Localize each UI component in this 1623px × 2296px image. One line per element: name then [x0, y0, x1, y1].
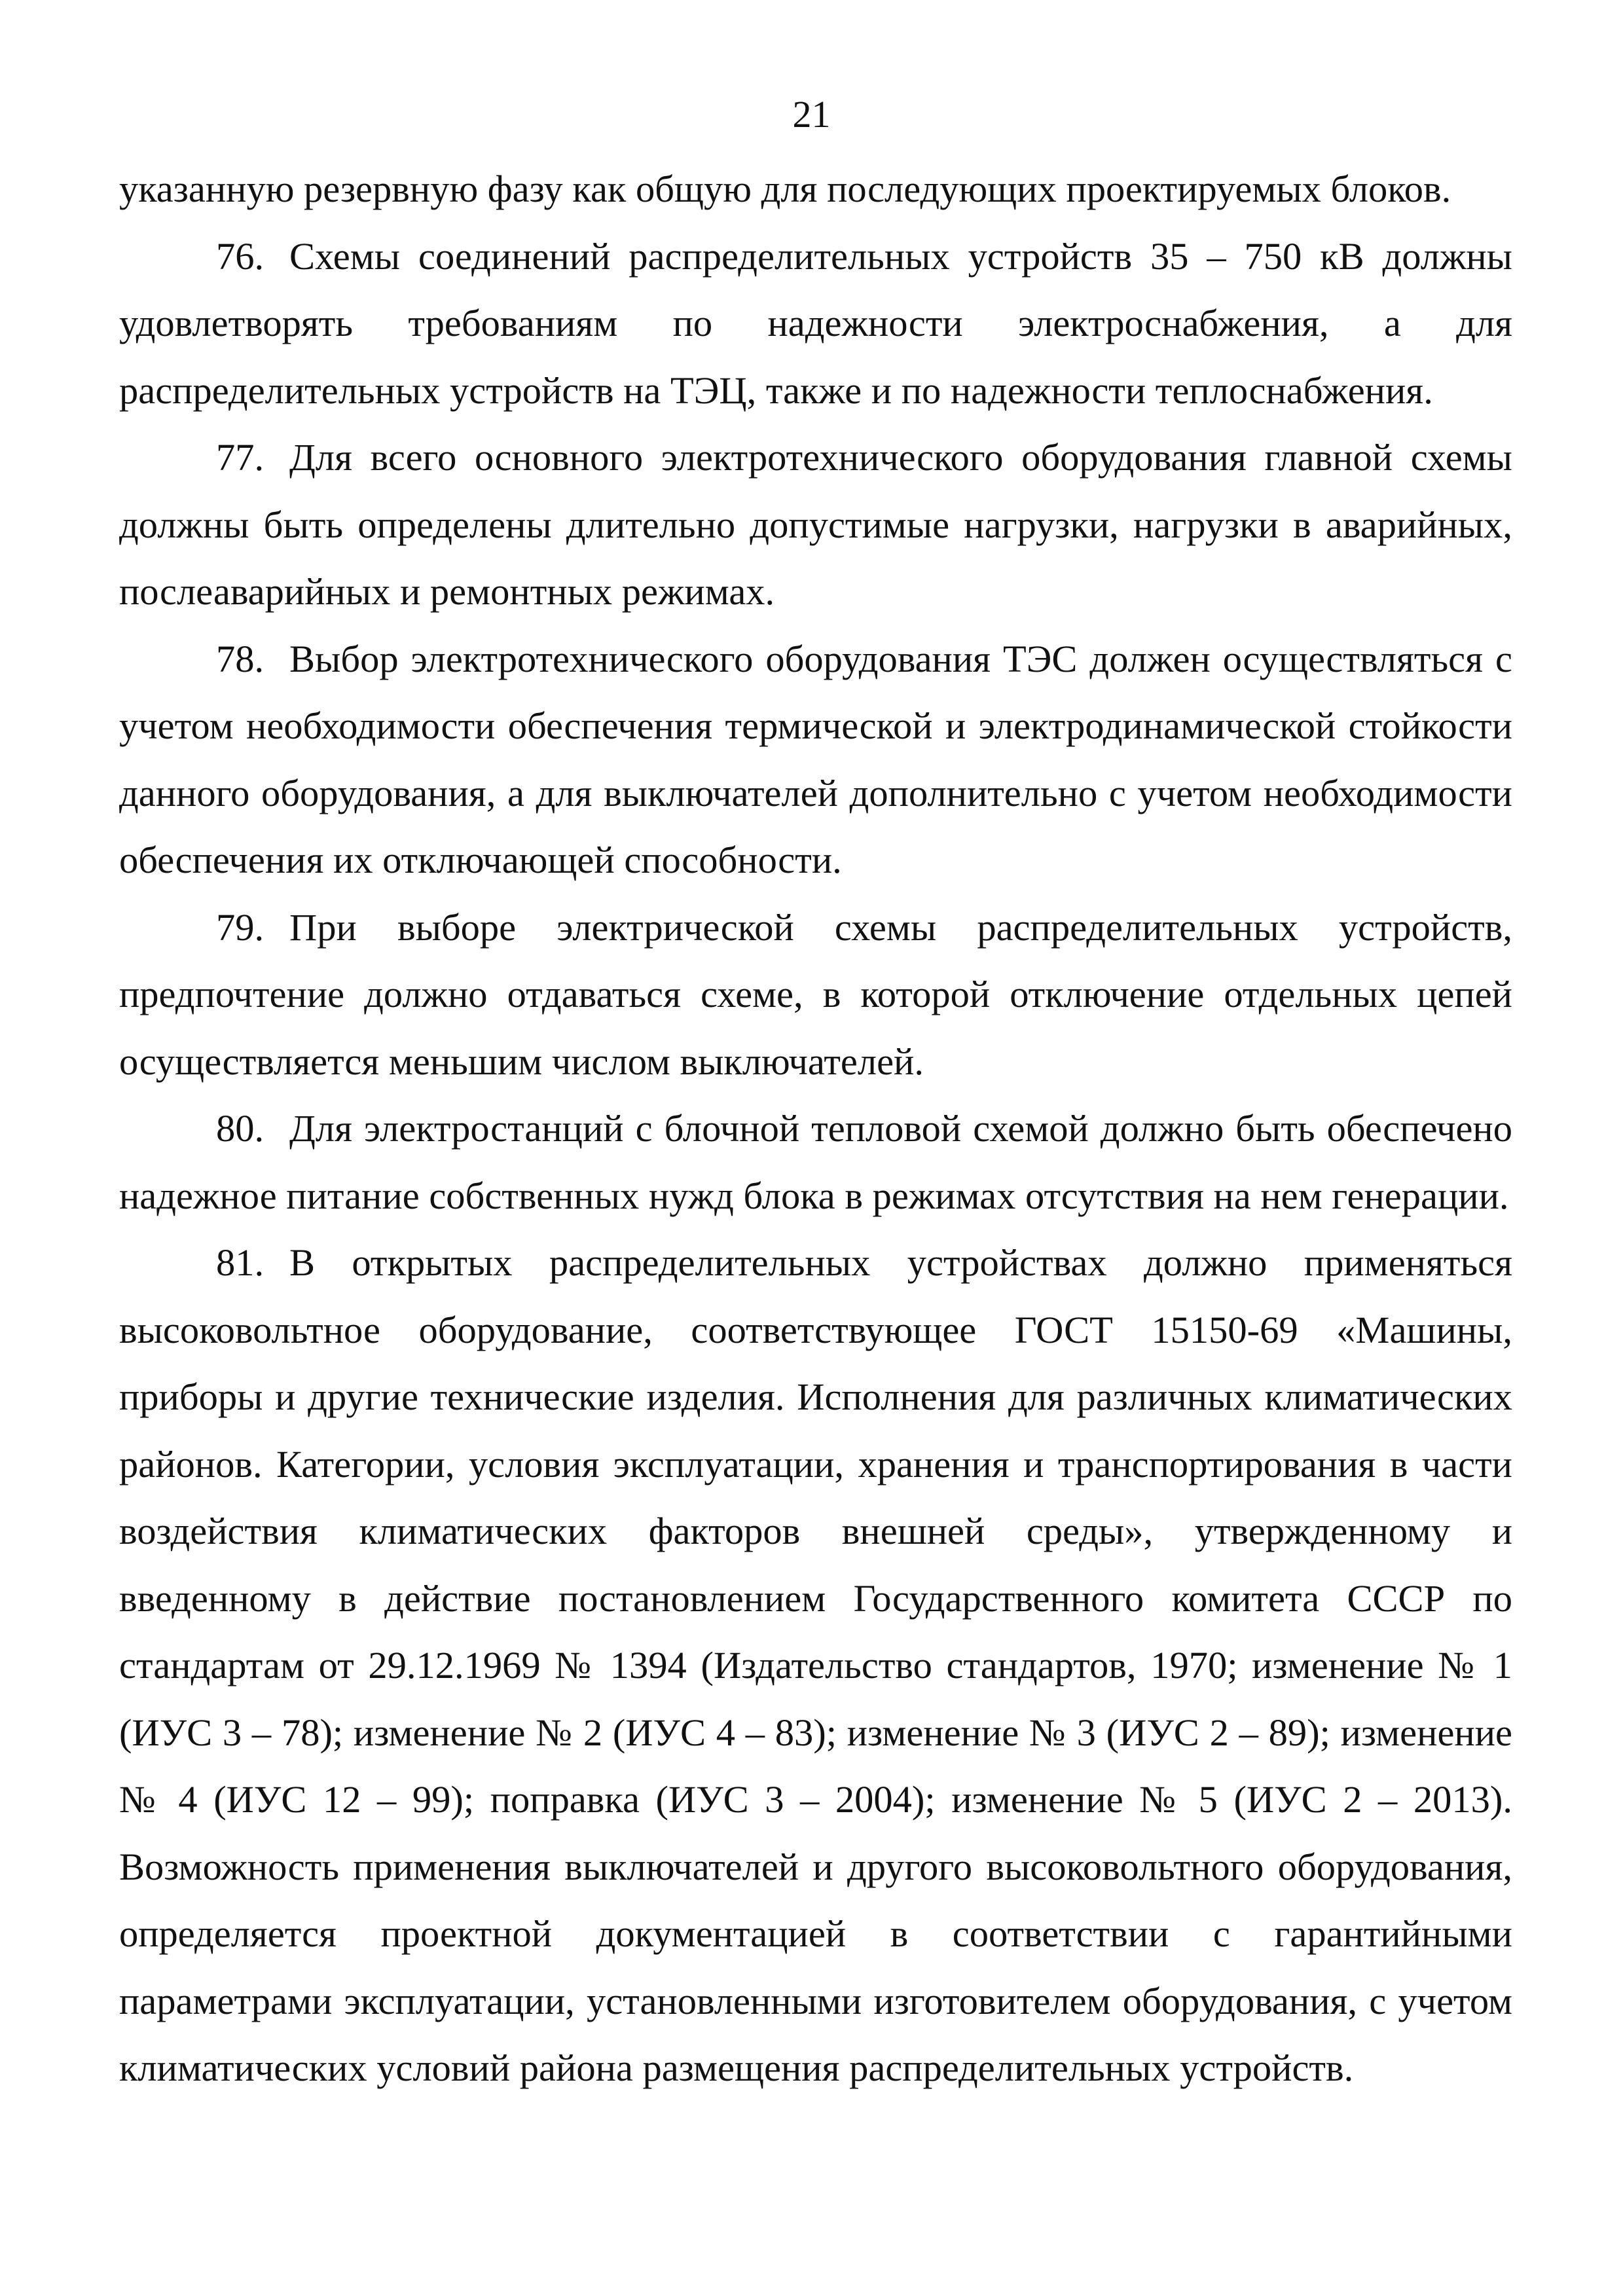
paragraph-number: 76. — [216, 234, 264, 278]
paragraph-number: 79. — [216, 905, 264, 949]
paragraph-80 — [119, 1095, 1512, 1230]
document-body — [119, 156, 1512, 2102]
paragraph-76 — [119, 223, 1512, 425]
paragraph-text: Схемы соединений распределительных устройств 35 – 750 кВ должны удовлетворять требованиям по надежности электроснабжения, а для распределительных устройств на ТЭЦ, также и по надежности теплоснабжения. — [119, 234, 1512, 412]
page-number: 21 — [792, 93, 831, 136]
paragraph-number: 78. — [216, 637, 264, 680]
paragraph-text: В открытых распределительных устройствах должно применяться высоковольтное оборудование, соответствующее ГОСТ 15150-69 «Машины, приборы и другие технические изделия. Исполнения для различных климатических районов. Категории, условия эксплуатации, хранения и транспортирования в части воздействия климатических факторов внешней среды», утвержденному и введенному в действие постановлением Государственного комитета СССР по стандартам от 29.12.1969 № 1394 (Издательство стандартов, 1970; изменение № 1 (ИУС 3 – 78); изменение № 2 (ИУС 4 – 83); изменение № 3 (ИУС 2 – 89); изменение № 4 (ИУС 12 – 99); поправка (ИУС 3 – 2004); изменение № 5 (ИУС 2 – 2013). Возможность применения выключателей и другого высоковольтного оборудования, определяется проектной документацией в соответствии с гарантийными параметрами эксплуатации, установленными изготовителем оборудования, с учетом климатических условий района размещения распределительных устройств. — [119, 1241, 1512, 2089]
paragraph-text: При выборе электрической схемы распределительных устройств, предпочтение должно отдаваться схеме, в которой отключение отдельных цепей осуществляется меньшим числом выключателей. — [119, 905, 1512, 1083]
paragraph-number: 80. — [216, 1107, 264, 1150]
paragraph-number: 81. — [216, 1241, 264, 1284]
paragraph-number: 77. — [216, 436, 264, 479]
paragraph-77 — [119, 424, 1512, 626]
paragraph-79 — [119, 894, 1512, 1096]
paragraph-text: Выбор электротехнического оборудования ТЭС должен осуществляться с учетом необходимости обеспечения термической и электродинамической стойкости данного оборудования, а для выключателей дополнительно с учетом необходимости обеспечения их отключающей способности. — [119, 637, 1512, 881]
continuation-paragraph: указанную резервную фазу как общую для последующих проектируемых блоков. — [119, 168, 1451, 210]
paragraph-78 — [119, 626, 1512, 894]
paragraph-81 — [119, 1230, 1512, 2102]
paragraph-text: Для электростанций с блочной тепловой схемой должно быть обеспечено надежное питание собственных нужд блока в режимах отсутствия на нем генерации. — [119, 1107, 1512, 1217]
paragraph-text: Для всего основного электротехнического оборудования главной схемы должны быть определены длительно допустимые нагрузки, нагрузки в аварийных, послеаварийных и ремонтных режимах. — [119, 436, 1512, 613]
